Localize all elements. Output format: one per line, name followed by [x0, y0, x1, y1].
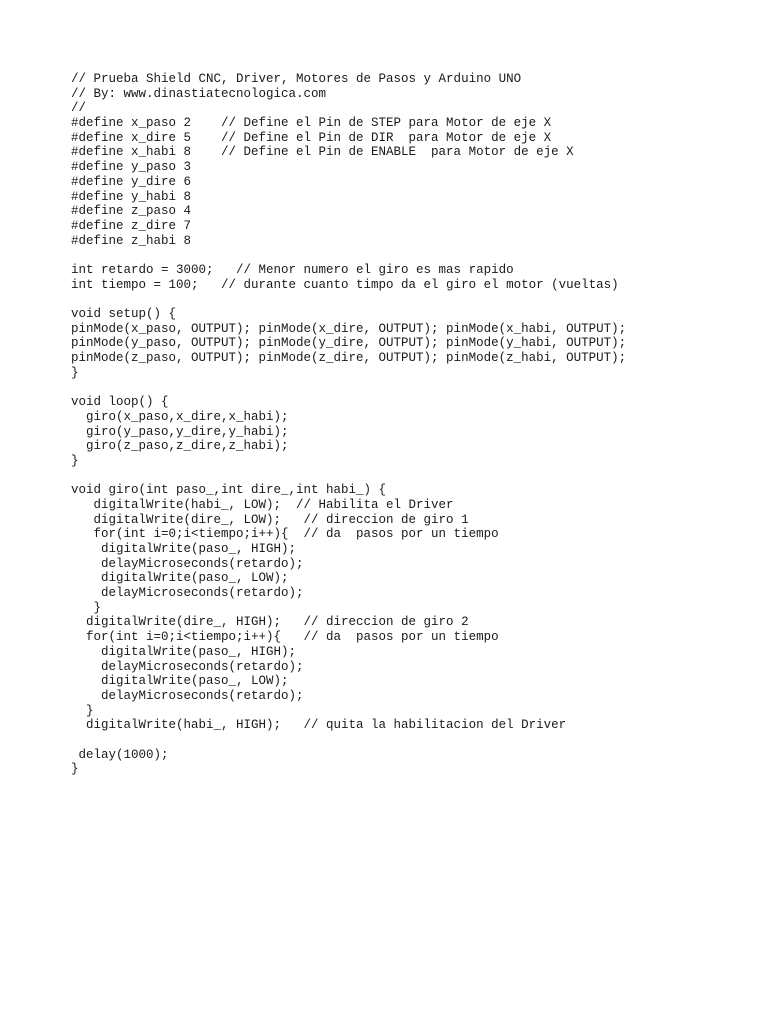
code-line: #define z_habi 8	[71, 233, 192, 248]
code-line: void setup() {	[71, 307, 177, 321]
code-line: // By: www.dinastiatecnologica.com	[71, 86, 327, 101]
code-line: pinMode(z_paso, OUTPUT); pinMode(z_dire, OUTPUT); pinMode(z_habi, OUTPUT);	[71, 351, 627, 366]
code-line: giro(z_paso,z_dire,z_habi);	[71, 439, 289, 454]
code-line	[71, 292, 626, 307]
code-line: #define y_dire 6	[71, 174, 192, 189]
code-line: digitalWrite(paso_, HIGH);	[71, 644, 297, 659]
code-line: digitalWrite(paso_, LOW);	[71, 674, 289, 689]
code-line: // Prueba Shield CNC, Driver, Motores de Pasos y Arduino UNO	[71, 72, 522, 86]
code-line: }	[71, 703, 94, 718]
code-line: digitalWrite(habi_, LOW); // Habilita el Driver	[71, 497, 454, 512]
code-line	[71, 733, 626, 748]
code-line: digitalWrite(paso_, HIGH);	[71, 542, 297, 556]
code-line: digitalWrite(habi_, HIGH); // quita la habilitacion del Driver	[71, 718, 567, 733]
code-line: }	[71, 600, 102, 615]
code-line: #define x_habi 8 // Define el Pin de ENABLE para Motor de eje X	[71, 145, 574, 160]
code-line	[71, 380, 626, 395]
code-line: #define x_paso 2 // Define el Pin de STEP para Motor de eje X	[71, 116, 552, 131]
code-line: delayMicroseconds(retardo);	[71, 659, 304, 674]
code-line: void loop() {	[71, 395, 169, 410]
code-line: digitalWrite(dire_, LOW); // direccion de giro 1	[71, 512, 469, 527]
code-line: digitalWrite(paso_, LOW);	[71, 571, 289, 586]
code-line: for(int i=0;i<tiempo;i++){ // da pasos por un tiempo	[71, 630, 499, 645]
code-line: giro(y_paso,y_dire,y_habi);	[71, 424, 289, 439]
code-line: int tiempo = 100; // durante cuanto timpo da el giro el motor (vueltas)	[71, 277, 619, 292]
code-line: for(int i=0;i<tiempo;i++){ // da pasos por un tiempo	[71, 527, 499, 542]
code-listing	[71, 72, 626, 777]
code-line: delayMicroseconds(retardo);	[71, 586, 304, 601]
code-line: #define y_habi 8	[71, 189, 192, 204]
code-line: #define x_dire 5 // Define el Pin de DIR para Motor de eje X	[71, 130, 552, 145]
code-line: digitalWrite(dire_, HIGH); // direccion de giro 2	[71, 615, 469, 630]
code-line	[71, 248, 626, 263]
code-line: }	[71, 453, 79, 468]
code-line: delay(1000);	[71, 747, 169, 762]
code-line: pinMode(x_paso, OUTPUT); pinMode(x_dire, OUTPUT); pinMode(x_habi, OUTPUT);	[71, 321, 627, 336]
code-line: #define y_paso 3	[71, 160, 192, 175]
code-line: delayMicroseconds(retardo);	[71, 556, 304, 571]
code-line: #define z_dire 7	[71, 218, 192, 233]
code-line: int retardo = 3000; // Menor numero el giro es mas rapido	[71, 262, 514, 277]
code-line: }	[71, 365, 79, 380]
code-line: pinMode(y_paso, OUTPUT); pinMode(y_dire, OUTPUT); pinMode(y_habi, OUTPUT);	[71, 336, 627, 351]
code-line: //	[71, 101, 87, 116]
code-line: delayMicroseconds(retardo);	[71, 688, 304, 703]
code-line: giro(x_paso,x_dire,x_habi);	[71, 409, 289, 424]
code-line: #define z_paso 4	[71, 204, 192, 219]
code-line	[71, 469, 626, 484]
code-line: void giro(int paso_,int dire_,int habi_) {	[71, 483, 387, 498]
code-line: }	[71, 762, 79, 777]
